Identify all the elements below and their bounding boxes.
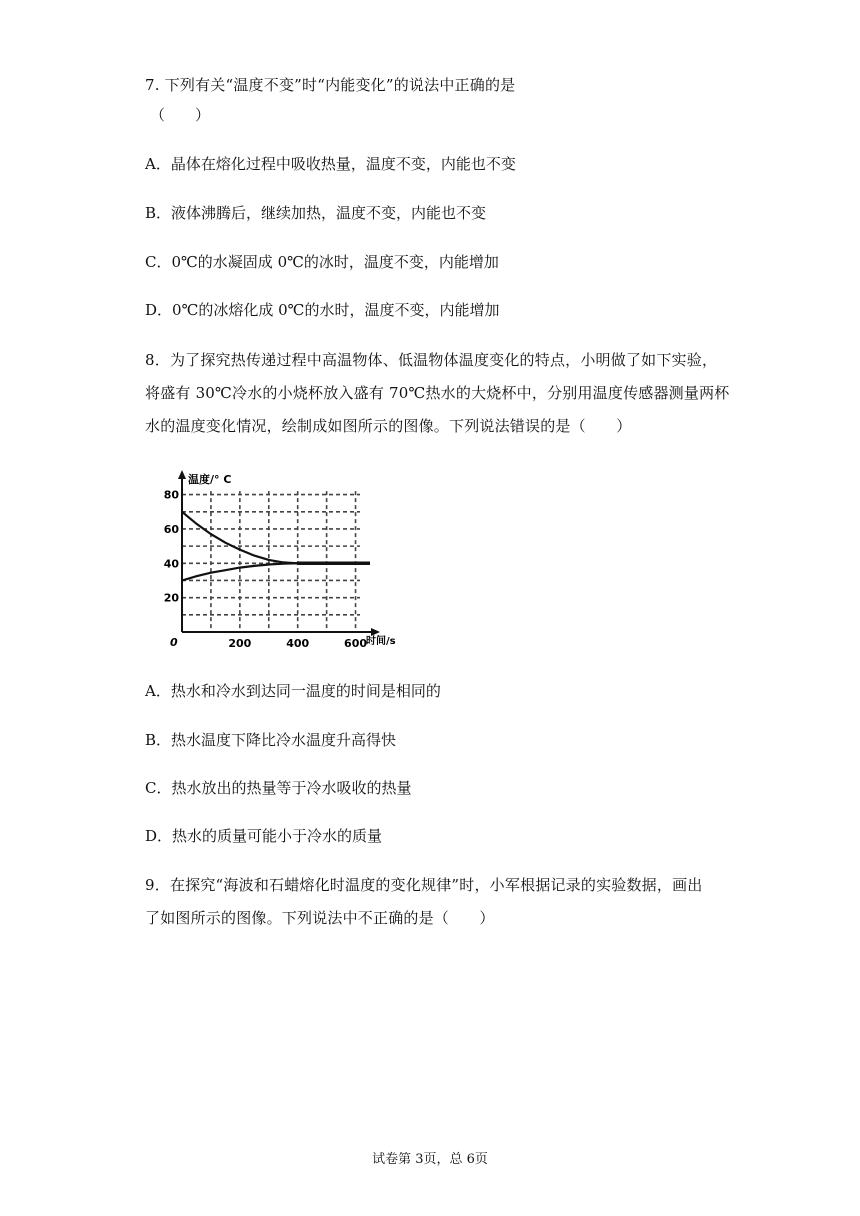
y-tick-label: 60 [163,522,179,536]
q8-option-c: C．热水放出的热量等于冷水吸收的热量 [145,779,412,797]
q8-stem-line1: 8．为了探究热传递过程中高温物体、低温物体温度变化的特点，小明做了如下实验， [145,351,718,369]
q7-stem-line1: 7. 下列有关“温度不变”时“内能变化”的说法中正确的是 [145,76,516,94]
q8-option-a: A．热水和冷水到达同一温度的时间是相同的 [145,682,441,700]
y-axis-arrow [178,470,186,479]
q9-stem-line1: 9．在探究“海波和石蜡熔化时温度的变化规律”时，小军根据记录的实验数据，画出 [145,876,703,894]
q7-stem-line2: （ ） [150,106,211,124]
q8-stem-line2: 将盛有 30℃冷水的小烧杯放入盛有 70℃热水的大烧杯中，分别用温度传感器测量两杯 [145,384,730,402]
q8-stem-line3: 水的温度变化情况，绘制成如图所示的图像。下列说法错误的是（ ） [145,417,632,435]
y-tick-label: 20 [163,591,179,605]
page-footer: 试卷第 3页，总 6页 [372,1152,488,1167]
q9-stem-line2: 了如图所示的图像。下列说法中不正确的是（ ） [145,909,495,927]
q8-option-d: D．热水的质量可能小于冷水的质量 [145,827,383,845]
x-axis-label: 时间/s [366,636,396,647]
x-tick-label: 200 [228,637,252,650]
temperature-time-graph [160,466,420,656]
tick-labels [164,489,368,650]
q7-option-d: D．0℃的冰熔化成 0℃的水时，温度不变，内能增加 [145,301,500,319]
q7-option-b: B．液体沸腾后，继续加热，温度不变，内能也不变 [145,204,487,222]
x-tick-label: 400 [286,637,310,650]
origin-label: 0 [170,636,178,649]
y-tick-label: 40 [163,557,179,571]
y-axis-label: 温度/° C [188,473,232,486]
x-axis-arrow [371,628,380,636]
y-tick-label: 80 [163,488,179,502]
q7-option-c: C．0℃的水凝固成 0℃的冰时，温度不变，内能增加 [145,253,499,271]
q8-option-b: B．热水温度下降比冷水温度升高得快 [145,731,397,749]
x-tick-label: 600 [344,637,368,650]
q7-option-a: A．晶体在熔化过程中吸收热量，温度不变，内能也不变 [145,155,516,173]
